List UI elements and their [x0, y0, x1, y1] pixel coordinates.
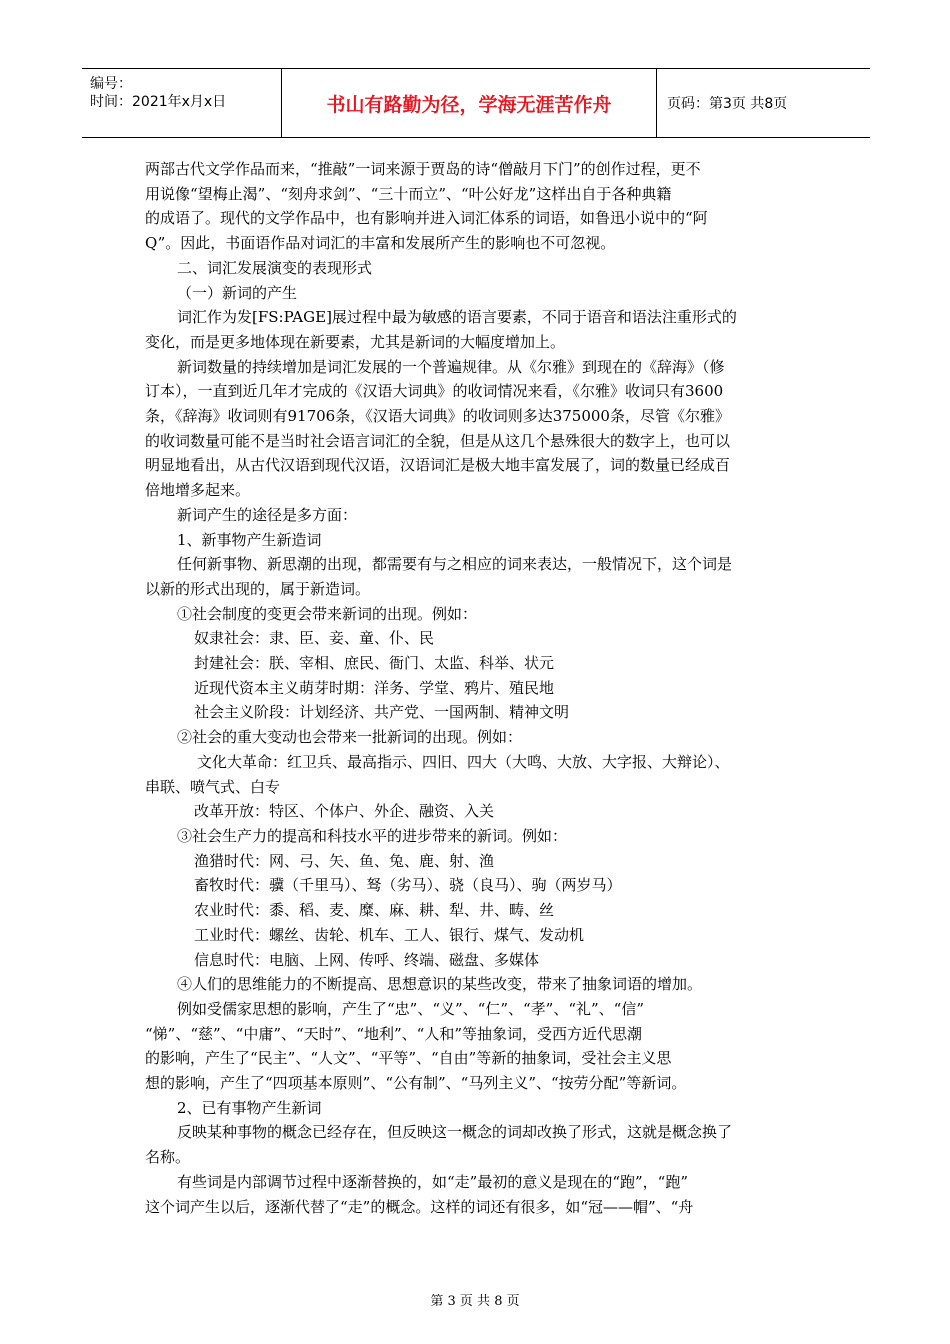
text-line: 任何新事物、新思潮的出现，都需要有与之相应的词来表达，一般情况下，这个词是 [177, 555, 733, 574]
text-line: 想的影响，产生了“四项基本原则”、“公有制”、“马列主义”、“按劳分配”等新词。 [145, 1074, 687, 1093]
text-line: 名称。 [145, 1148, 191, 1167]
text-line: 条，《辞海》收词则有91706条，《汉语大词典》的收词则多达375000条，尽管《尔雅》 [145, 407, 730, 426]
text-line: 有些词是内部调节过程中逐渐替换的，如“走”最初的意义是现在的“跑”，“跑” [177, 1172, 689, 1191]
number-label: 编号： [90, 76, 132, 92]
page-info: 页码：第3页 共8页 [667, 96, 788, 112]
list-item: 文化大革命：红卫兵、最高指示、四旧、四大（大鸣、大放、大字报、大辩论）、 [197, 752, 730, 771]
text-line: 订本），一直到近几年才完成的《汉语大词典》的收词情况来看，《尔雅》收词只有3600 [145, 382, 724, 401]
text-line: 新词产生的途径是多方面： [177, 505, 358, 524]
subsection-heading: 1、新事物产生新造词 [177, 530, 322, 549]
list-item: ④人们的思维能力的不断提高、思想意识的某些改变，带来了抽象词语的增加。 [177, 975, 703, 994]
list-item: 工业时代：螺丝、齿轮、机车、工人、银行、煤气、发动机 [194, 925, 585, 944]
list-item: 串联、喷气式、白专 [145, 777, 281, 796]
date-line: 时间：2021年x月x日 [90, 94, 227, 110]
section-heading: 二、词汇发展演变的表现形式 [177, 258, 373, 277]
page-header [82, 68, 870, 138]
text-line: 倍地增多起来。 [145, 481, 251, 500]
list-item: 改革开放：特区、个体户、外企、融资、入关 [194, 802, 495, 821]
text-line: 这个词产生以后，逐渐代替了“走”的概念。这样的词还有很多，如“冠——帽”、“舟 [145, 1197, 694, 1216]
list-item: 畜牧时代：骥（千里马）、驽（劣马）、骁（良马）、驹（两岁马） [194, 876, 622, 895]
list-item: 渔猎时代：网、弓、矢、鱼、兔、鹿、射、渔 [194, 851, 495, 870]
page-footer: 第 3 页 共 8 页 [430, 1294, 520, 1309]
list-item: ①社会制度的变更会带来新词的出现。例如： [177, 604, 478, 623]
text-line: Q”。因此，书面语作品对词汇的丰富和发展所产生的影响也不可忽视。 [145, 234, 616, 253]
document-body [145, 157, 807, 1219]
subsection-heading: 2、已有事物产生新词 [177, 1098, 322, 1117]
list-item: 近现代资本主义萌芽时期：洋务、学堂、鸦片、殖民地 [194, 678, 555, 697]
text-line: 两部古代文学作品而来，“推敲”一词来源于贾岛的诗“僧敲月下门”的创作过程，更不 [145, 160, 701, 178]
list-item: ③社会生产力的提高和科技水平的进步带来的新词。例如： [177, 826, 568, 845]
motto: 书山有路勤为径，学海无涯苦作舟 [282, 69, 657, 137]
text-line: 例如受儒家思想的影响，产生了“忠”、“义”、“仁”、“孝”、“礼”、“信” [177, 999, 645, 1018]
list-item: 封建社会：朕、宰相、庶民、衙门、太监、科举、状元 [194, 654, 555, 673]
list-item: ②社会的重大变动也会带来一批新词的出现。例如： [177, 728, 523, 747]
text-line: 用说像“望梅止渴”、“刻舟求剑”、“三十而立”、“叶公好龙”这样出自于各种典籍 [145, 184, 672, 203]
text-line: 明显地看出，从古代汉语到现代汉语，汉语词汇是极大地丰富发展了，词的数量已经成百 [145, 456, 731, 475]
text-line: 的影响，产生了“民主”、“人文”、“平等”、“自由”等新的抽象词，受社会主义思 [145, 1049, 672, 1068]
text-line: 的收词数量可能不是当时社会语言词汇的全貌，但是从这几个悬殊很大的数字上，也可以 [145, 431, 731, 450]
text-line: 变化，而是更多地体现在新要素，尤其是新词的大幅度增加上。 [145, 332, 566, 351]
list-item: 社会主义阶段：计划经济、共产党、一国两制、精神文明 [194, 703, 570, 722]
text-line: “悌”、“慈”、“中庸”、“天时”、“地利”、“人和”等抽象词，受西方近代思潮 [145, 1024, 643, 1043]
list-item: 信息时代：电脑、上网、传呼、终端、磁盘、多媒体 [194, 950, 540, 969]
text-line: 新词数量的持续增加是词汇发展的一个普遍规律。从《尔雅》到现在的《辞海》（修 [177, 357, 725, 376]
text-line: 的成语了。现代的文学作品中，也有影响并进入词汇体系的词语，如鲁迅小说中的“阿 [145, 209, 708, 228]
text-line: 词汇作为发[FS:PAGE]展过程中最为敏感的语言要素，不同于语音和语法注重形式的 [177, 308, 737, 327]
list-item: 农业时代：黍、稻、麦、糜、麻、耕、犁、井、畴、丝 [194, 901, 555, 920]
text-line: 反映某种事物的概念已经存在，但反映这一概念的词却改换了形式，这就是概念换了 [177, 1123, 733, 1142]
text-line: 以新的形式出现的，属于新造词。 [145, 579, 371, 598]
subsection-heading: （一）新词的产生 [177, 283, 298, 302]
list-item: 奴隶社会：隶、臣、妾、童、仆、民 [194, 629, 435, 648]
header-left-cell [82, 69, 282, 137]
